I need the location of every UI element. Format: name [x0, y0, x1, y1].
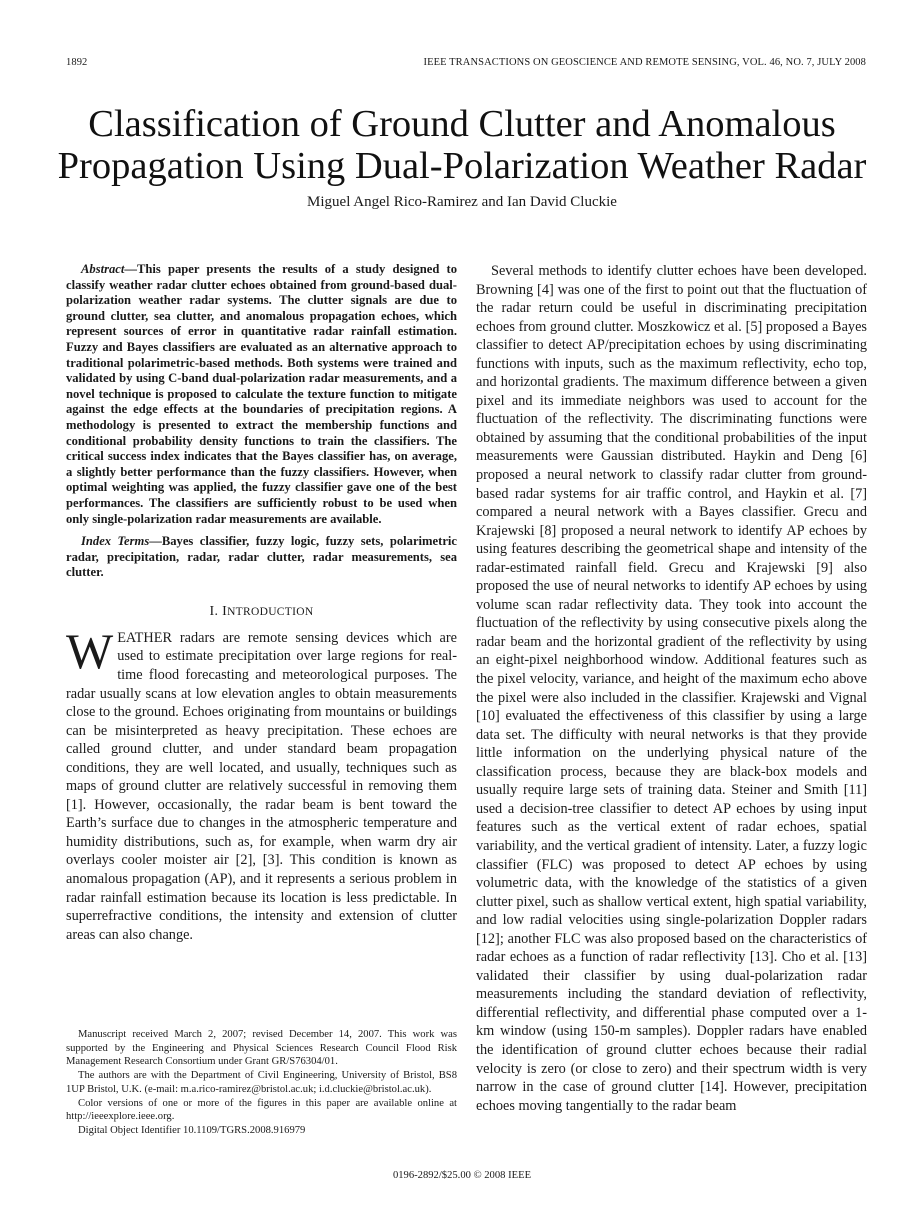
abstract: Abstract—This paper presents the results of a study designed to classify weather radar clutter echoes obtained from ground-based dual-polarization weather radar systems. The clutter signals are due to ground clutter, sea clutter, and anomalous propagation echoes, which represent sources of error in quantitative radar rainfall estimation. Fuzzy and Bayes classifiers are evaluated as an alternative approach to traditional polarimetric-based methods. Both systems were trained and validated by using C-band dual-polarization radar measurements, and a novel technique is proposed to calculate the texture function to mitigate against the edge effects at the boundaries of precipitation regions. A methodology is presented to extract the membership functions and conditional probability density functions to train the classifiers. The critical success index indicates that the Bayes classifier has, on average, a slightly better performance than the fuzzy classifiers. However, when optimal weighting was applied, the fuzzy classifier gave one of the best performances. The classifiers are sufficiently robust to be used when only single-polarization radar measurements are available. — [66, 262, 457, 526]
abstract-text: This paper presents the results of a study designed to classify weather radar clutter echoes obtained from ground-based dual-polarization weather radar systems. The clutter signals are due to ground clutter, sea clutter, and anomalous propagation echoes, which represent sources of error in quantitative radar rainfall estimation. Fuzzy and Bayes classifiers are evaluated as an alternative approach to traditional polarimetric-based methods. Both systems were trained and validated by using C-band dual-polarization radar measurements, and a novel technique is proposed to calculate the texture function to mitigate against the edge effects at the boundaries of precipitation regions. A methodology is presented to extract the membership functions and conditional probability density functions to train the classifiers. The critical success index indicates that the Bayes classifier has, on average, a slightly better performance than the fuzzy classifiers. However, when optimal weighting was applied, the fuzzy classifier gave one of the best performances. The classifiers are sufficiently robust to be used when only single-polarization radar measurements are available. — [66, 262, 457, 526]
related-work-paragraph: Several methods to identify clutter echoes have been developed. Browning [4] was one of the first to point out that the fluctuation of the radar return could be useful in discriminating precipitation echoes from ground clutter. Moszkowicz et al. [5] proposed a Bayes classifier to detect AP/precipitation echoes by using discriminating functions with inputs, such as the maximum reflectivity, echo top, and horizontal gradients. The maximum difference between a given pixel and its immediate neighbors was used to account for the fluctuation of the reflectivity. The discriminating functions were obtained by assuming that the conditional probabilities of the input measurements were Gaussian distributed. Haykin and Deng [6] proposed a neural network to classify radar clutter from ground-based radar systems for air traffic control, and Haykin et al. [7] compared a neural network with a Bayes classifier. Grecu and Krajewski [8] proposed a neural network to identify AP echoes by using features describing the geometrical shape and intensity of the radar-estimated rainfall field. Grecu and Krajewski [9] also proposed the use of neural networks to identify AP echoes by using volume scan radar reflectivity data. They took into account the fluctuation of the reflectivity by using consecutive pixels along the radar beam and the horizontal gradient of the reflectivity by using an eight-pixel neighborhood window. Additional features such as the pixel velocity, variance, and height of the maximum echo above the pixel were also included in the classifier. Krajewski and Vignal [10] evaluated the effectiveness of this classifier by using a large data set. The difficulty with neural networks is that they provide little information on the underlying physical nature of the classification process, because they are black-box models and usually require large sets of training data. Steiner and Smith [11] used a decision-tree classifier to detect AP echoes by using input features such as the vertical extent of radar echoes, spatial variability, and the vertical gradient of intensity. Later, a fuzzy logic classifier (FLC) was proposed to detect AP echoes by using volumetric data, with the knowledge of the statistics of a given clutter pixel, such as shallow vertical extent, high spatial variability, and low radial velocities using single-polarization Doppler radars [12]; another FLC was also proposed based on the characteristics of radar echoes as a function of radar reflectivity [13]. Cho et al. [13] validated their classifier by using dual-polarization radar measurements including the standard deviation of reflectivity, differential reflectivity, and differential phase computed over a 1-km window (using 150-m samples). Doppler radars have enabled the identification of ground clutter echoes because their radial velocity is zero (or close to zero) and their spectrum width is very narrow in the case of ground clutter [14]. However, precipitation echoes moving tangentially to the radar beam — [476, 263, 867, 1114]
abstract-label: Abstract — [81, 262, 125, 276]
section-heading-introduction: I. INTRODUCTION — [209, 603, 314, 619]
page-number: 1892 — [66, 57, 88, 68]
footnotes — [66, 1028, 457, 1138]
copyright-footer: 0196-2892/$25.00 © 2008 IEEE — [392, 1170, 532, 1181]
left-column — [66, 262, 457, 944]
intro-paragraph — [66, 622, 457, 944]
right-column — [476, 262, 867, 1115]
author-list: Miguel Angel Rico-Ramirez and Ian David Cluckie — [307, 194, 617, 210]
intro-text: radars are remote sensing devices which are used to estimate precipitation over large regions for real-time flood forecasting and meteorological purposes. The radar usually scans at low elevation angles to obtain measurements close to the ground. Echoes originating from mountains or buildings can be misinterpreted as heavy precipitation. These echoes are called ground clutter, and under standard beam propagation conditions, they are well located, and usually, techniques such as maps of ground clutter are relatively successful in removing them [1]. However, occasionally, the radar beam is bent toward the Earth’s surface due to changes in the atmospheric temperature and humidity distributions, such as, for example, when warm dry air overlays cooler moister air [2], [3]. This condition is known as anomalous propagation (AP), and it represents a serious problem in radar rainfall estimation because its location is less predictable. In superrefractive conditions, the intensity and extension of clutter areas can also change. — [66, 629, 457, 943]
drop-cap: W — [66, 622, 114, 679]
index-terms-text: Bayes classifier, fuzzy logic, fuzzy sets, polarimetric radar, precipitation, radar, radar clutter, radar measurements, sea clutter. — [66, 534, 457, 580]
index-terms-label: Index Terms — [81, 534, 150, 549]
paper-title: Classification of Ground Clutter and Anomalous Propagation Using Dual-Polarization Weather Radar — [57, 103, 867, 187]
index-terms: Index Terms—Bayes classifier, fuzzy logic, fuzzy sets, polarimetric radar, precipitation, radar, radar clutter, radar measurements, sea clutter. — [66, 534, 457, 580]
footnote-manuscript: Manuscript received March 2, 2007; revised December 14, 2007. This work was supported by the Engineering and Physical Sciences Research Council Flood Risk Management Research Consortium under Grant GR/S76304/01. — [66, 1029, 457, 1068]
footnote-doi: Digital Object Identifier 10.1109/TGRS.2008.916979 — [78, 1124, 306, 1136]
footnote-color-versions: Color versions of one or more of the figures in this paper are available online at http://ieeexplore.ieee.org. — [66, 1097, 457, 1123]
journal-info: IEEE TRANSACTIONS ON GEOSCIENCE AND REMOTE SENSING, VOL. 46, NO. 7, JULY 2008 — [423, 57, 866, 68]
footnote-affiliation: The authors are with the Department of Civil Engineering, University of Bristol, BS8 1UP Bristol, U.K. (e-mail: m.a.rico-ramirez@bristol.ac.uk; i.d.cluckie@bristol.ac.uk). — [66, 1070, 457, 1095]
first-word-rest: EATHER — [117, 629, 173, 646]
